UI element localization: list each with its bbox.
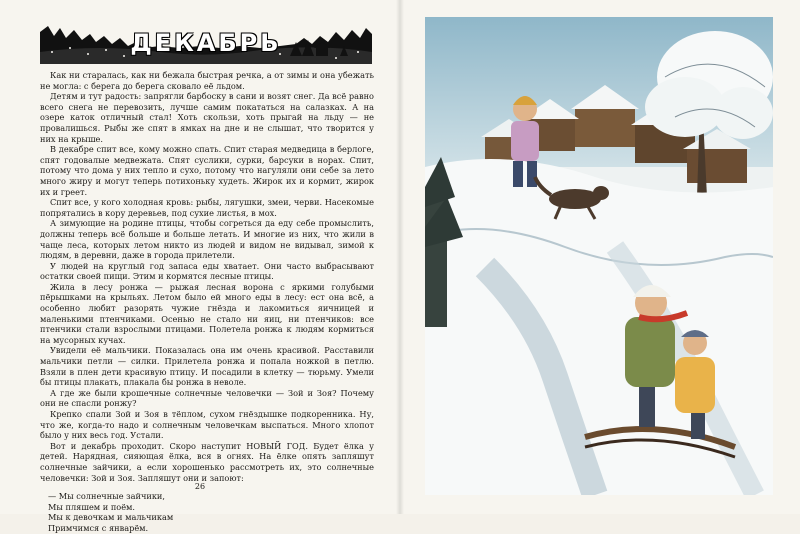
story-paragraph: Крепко спали Зой и Зоя в тёплом, сухом гнёздышке подкоренника. Ну, что же, когда-то надо и солнечным человечкам выспаться. Много хлопот было у них весь год. Устали. [40,409,374,441]
story-paragraph: Жила в лесу ронжа — рыжая лесная ворона с яркими голубыми пёрышками на крыльях. Летом было ей много еды в лесу: ест она всё, а особенно любит разорять чужие гнёзда и лакомиться яичницей и маленькими птенчиками. Осенью не стало ни яиц, ни птенчиков: все птенчики стали взрослыми птицами. Полетела ронжа к людям кормиться на мусорных кучах. [40,281,374,345]
story-paragraph: Увидели её мальчики. Показалась она им очень красивой. Расставили мальчики петли — силки. Прилетела ронжа и попала ножкой в петлю. Взяли в плен дети красивую птицу. И посадили в клетку — тюрьму. Умели бы птицы плакать, плакала бы ронжа в неволе. [40,345,374,388]
story-paragraph: Как ни старалась, как ни бежала быстрая речка, а от зимы и она убежать не могла: с берега до берега сковало её льдом. [40,70,374,91]
story-text [40,70,374,534]
page-number: 26 [194,482,206,491]
left-page [0,0,400,533]
story-paragraph: Спит все, у кого холодная кровь: рыбы, лягушки, змеи, черви. Насекомые попрятались в кору деревьев, под сухие листья, в мох. [40,197,374,218]
story-paragraph: А зимующие на родине птицы, чтобы согреться да еду себе промыслить, должны теперь всё больше и больше летать. И многие из них, что жили в чаще леса, которых летом никто из людей и видом не видывал, зимой к людям, в деревни, даже в города прилетели. [40,218,374,261]
story-paragraph: А где же были крошечные солнечные человечки — Зой и Зоя? Почему они не спасли ронжу? [40,387,374,409]
story-paragraph: Вот и декабрь проходит. Скоро наступит НОВЫЙ ГОД. Будет ёлка у детей. Нарядная, сияющая ёлка, вся в огнях. На ёлке опять запляшут солнечные зайчики, а если хорошенько рассмотреть их, это солнечные человечки: Зой и Зоя. Запляшут они и запоют: [40,440,374,483]
poem-line: Мы пляшем и поём. [48,501,136,512]
winter-sledding-illustration [425,17,773,495]
poem-line: — Мы солнечные зайчики, [48,491,165,502]
chapter-title: ДЕКАБРЬ [130,29,282,57]
story-paragraph: Детям и тут радость: запрягли барбоску в сани и возят снег. Да всё равно всего снега не перевозить, лучше самим покататься на салазках. А на озере каток отличный стал! Хоть скользи, хоть прыгай на льду — не провалишься. Рыбы же спят в ямках на дне и не слышат, что творится у них на крыше. [40,91,374,144]
poem-line: Примчимся с январём. [48,522,149,533]
story-paragraph: В декабре спит все, кому можно спать. Спит старая медведица в берлоге, спят годовалые медвежата. Спят суслики, сурки, барсуки в норах. Спит, потому что дома у них тепло и сухо, потому что нагуляли они себе за лето много жиру и могут теперь потихоньку худеть. Жирок их и кормит, жирок их и греет. [40,144,374,197]
poem [48,491,374,533]
book-gutter [396,0,404,514]
chapter-header [40,22,372,64]
story-paragraph: У людей на круглый год запаса еды хватает. Они часто выбрасывают остатки своей пищи. Этим и кормятся лесные птицы. [40,260,374,282]
poem-line: Мы к девочкам и мальчикам [48,512,174,523]
